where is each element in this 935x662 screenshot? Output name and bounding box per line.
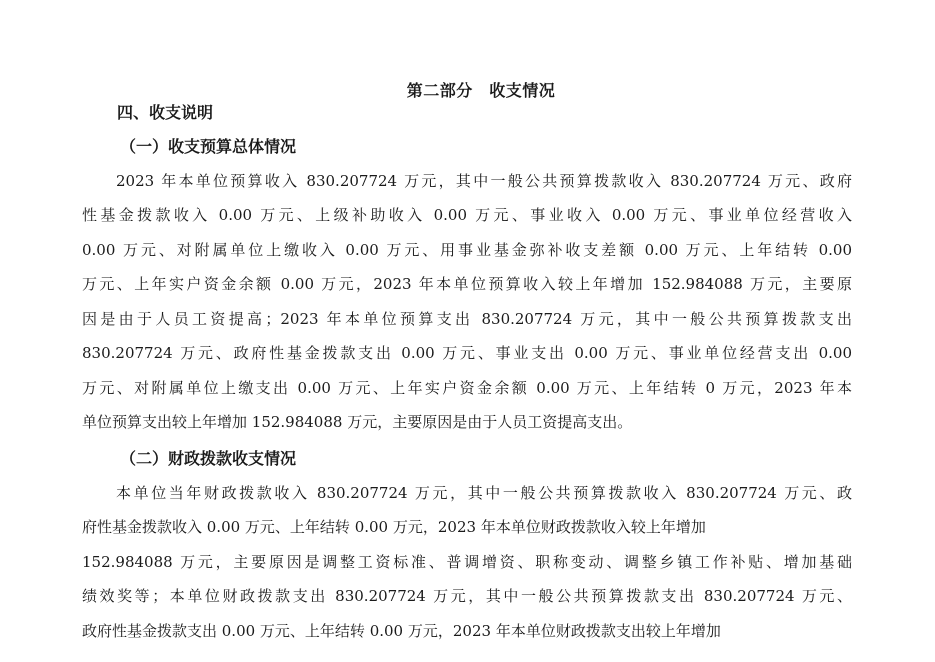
paragraph-line: 万元、对附属单位上缴支出 0.00 万元、上年实户资金余额 0.00 万元、上年结转 0 万元，2023 年本: [82, 379, 852, 397]
paragraph-line: 830.207724 万元、政府性基金拨款支出 0.00 万元、事业支出 0.00 万元、事业单位经营支出 0.00: [82, 344, 852, 362]
paragraph-line: 152.984088 万元，主要原因是调整工资标准、普调增资、职称变动、调整乡镇工作补贴、增加基础: [82, 553, 852, 571]
paragraph-line: 府性基金拨款收入 0.00 万元、上年结转 0.00 万元，2023 年本单位财政拨款收入较上年增加: [82, 518, 706, 536]
paragraph-line: 2023 年本单位预算收入 830.207724 万元，其中一般公共预算拨款收入 830.207724 万元、政府: [116, 172, 852, 190]
paragraph-line: 性基金拨款收入 0.00 万元、上级补助收入 0.00 万元、事业收入 0.00 万元、事业单位经营收入: [82, 206, 852, 224]
part-title: 第二部分 收支情况: [406, 81, 556, 100]
paragraph-line: 万元、上年实户资金余额 0.00 万元，2023 年本单位预算收入较上年增加 152.984088 万元，主要原: [82, 275, 852, 293]
paragraph-line: 0.00 万元、对附属单位上缴收入 0.00 万元、用事业基金弥补收支差额 0.00 万元、上年结转 0.00: [82, 241, 852, 259]
subsection-heading: （二）财政拨款收支情况: [120, 449, 297, 468]
section-heading: 四、收支说明: [117, 103, 214, 122]
paragraph-line: 本单位当年财政拨款收入 830.207724 万元，其中一般公共预算拨款收入 830.207724 万元、政: [116, 484, 852, 502]
subsection-heading: （一）收支预算总体情况: [120, 137, 297, 156]
paragraph-line: 单位预算支出较上年增加 152.984088 万元，主要原因是由于人员工资提高支出。: [82, 413, 633, 431]
paragraph-line: 绩效奖等；本单位财政拨款支出 830.207724 万元，其中一般公共预算拨款支出 830.207724 万元、: [82, 587, 852, 605]
paragraph-line: 因是由于人员工资提高；2023 年本单位预算支出 830.207724 万元，其中一般公共预算拨款支出: [82, 310, 852, 328]
paragraph-line: 政府性基金拨款支出 0.00 万元、上年结转 0.00 万元，2023 年本单位财政拨款支出较上年增加: [82, 622, 721, 640]
